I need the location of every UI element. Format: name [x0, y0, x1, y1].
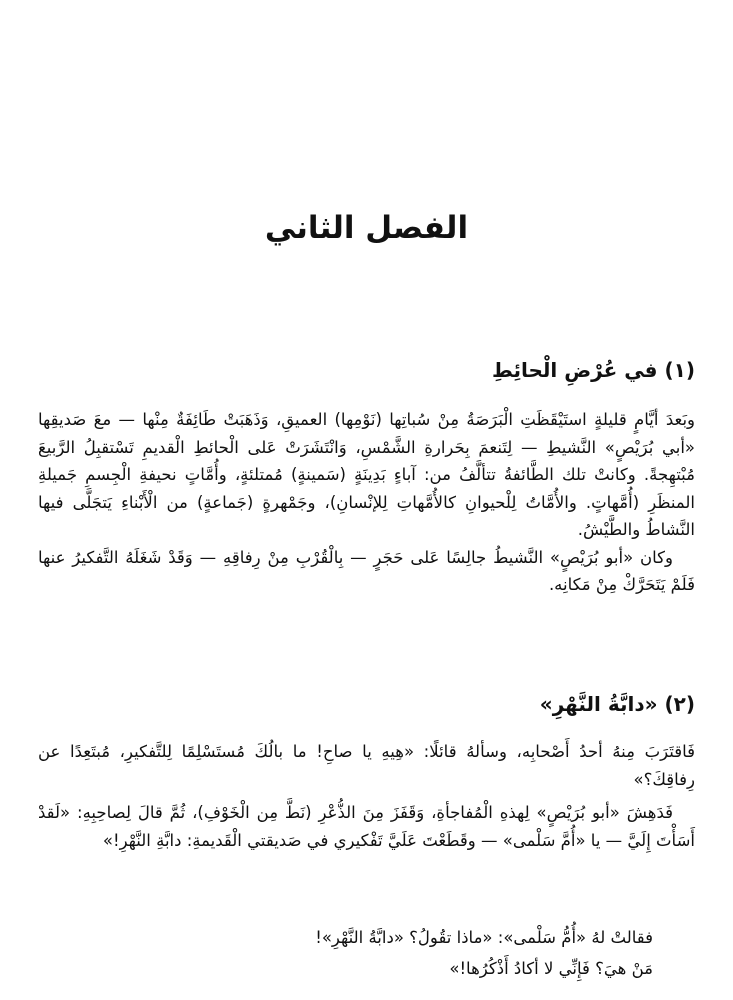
dialog-line: فقالتْ لهُ «أُمُّ سَلْمى»: «ماذا تقُولُ؟ «دابَّةُ النَّهْرِ»! [315, 928, 653, 947]
paragraph: فَاقتَرَبَ مِنهُ أحدُ أَصْحابِه، وسألهُ قائلًا: «هِيهِ يا صاحِ! ما بالُكَ مُستَسْلِمًا لِلتَّفكيرِ، مُبتَعِدًا عن رِفاقِكَ؟» [38, 742, 695, 789]
paragraph: وبَعدَ أيَّامٍ قليلةٍ استَيْقَظَتِ الْبَرَصَةُ مِنْ سُباتِها (نَوْمِها) العميقِ، وَذَهَبَتْ طَائِفَةٌ مِنْها — معَ صَديقِها «أبي بُرَيْصٍ» النَّشيطِ — لِتَنعمَ بِحَرارةِ الشَّمْسِ، وَانْتَشَرَتْ عَلى الْحائطِ الْقديمِ تَسْتقبِلُ الرَّبيعَ مُبْتهِجةً. وكانتْ تلك الطَّائفةُ تتألَّفُ من: آباءٍ بَدِينَةٍ (سَمينةٍ) مُمتلئةٍ، وأُمَّاتٍ نحيفةِ الْجِسمِ جَميلةِ المنظَرِ (أُمَّهاتٍ. والأُمَّاتُ لِلْحيوانِ كالأُمَّهاتِ لِلإنْسانِ)، وجَمْهرةٍ (جَماعةٍ) من الْأَبْناءِ يَتجَلَّى فيها النَّشاطُ والطَّيْشُ. [38, 410, 695, 539]
section-heading-2: (٢) «دابَّةُ النَّهْرِ» [539, 692, 695, 716]
paragraph: وكان «أبو بُرَيْصٍ» النَّشيطُ جالِسًا عَلى حَجَرٍ — بِالْقُرْبِ مِنْ رِفاقِهِ — وَقَدْ شَغَلَهُ التَّفكيرُ عنها فَلَمْ يَتَحَرَّكْ مِنْ مَكانِه. [38, 547, 695, 594]
paragraph: فَدَهِشَ «أبو بُرَيْصٍ» لِهذهِ الْمُفاجأةِ، وَقَفَزَ مِنَ الذُّعْرِ (نَطَّ مِن الْخَوْفِ)، ثُمَّ قالَ لِصاحِبِهِ: «لَقدْ أَسَأْتَ إِلَيَّ — يا «أُمَّ سَلْمى» — وقَطَعْتَ عَلَيَّ تَفْكيري في صَديقتي الْقَديمةِ: دابَّةِ النَّهْرِ!» [38, 803, 695, 850]
chapter-title: الفصل الثاني [264, 210, 469, 246]
section-heading-1: (١) في عُرْضِ الْحائِطِ [492, 358, 695, 382]
section-1-body [38, 406, 695, 599]
dialog-line: مَنْ هيَ؟ فَإِنِّي لا أكادُ أَذْكُرُها!» [449, 959, 653, 978]
section-2-body [38, 738, 695, 854]
